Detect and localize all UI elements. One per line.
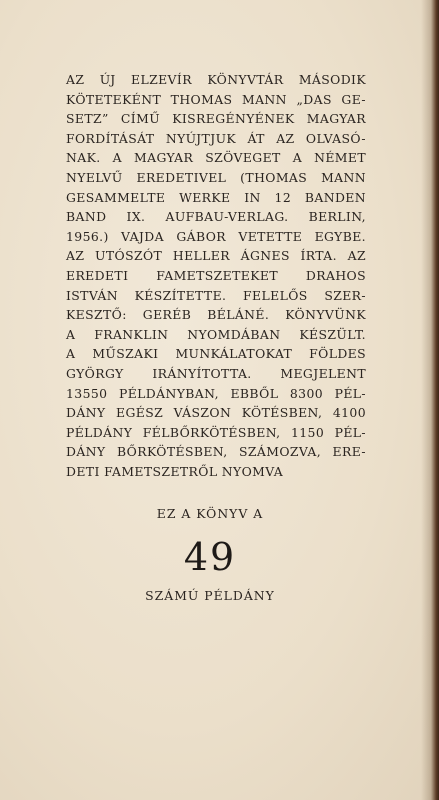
colophon-line: AZ ÚJ ELZEVÍR KÖNYVTÁR MÁSODIK <box>66 72 366 87</box>
copy-statement-prefix: EZ A KÖNYV A <box>156 506 264 521</box>
colophon-line: KÖTETEKÉNT THOMAS MANN „DAS GE- <box>66 91 366 107</box>
colophon-line: AZ UTÓSZÓT HELLER ÁGNES ÍRTA. AZ <box>66 248 366 264</box>
colophon-line: GYÖRGY IRÁNYÍTOTTA. MEGJELENT <box>66 365 366 381</box>
colophon-line: SETZ” CÍMŰ KISREGÉNYÉNEK MAGYAR <box>66 111 366 127</box>
colophon-line: DETI FAMETSZETRŐL NYOMVA <box>66 463 284 479</box>
colophon-line: A FRANKLIN NYOMDÁBAN KÉSZÜLT. <box>66 326 366 342</box>
colophon-text <box>66 70 366 481</box>
copy-number: 49 <box>183 535 237 579</box>
colophon-line: ISTVÁN KÉSZÍTETTE. FELELŐS SZER- <box>66 287 366 303</box>
colophon-line: PÉLDÁNY FÉLBŐRKÖTÉSBEN, 1150 PÉL- <box>66 424 366 440</box>
colophon-line: NAK. A MAGYAR SZÖVEGET A NÉMET <box>66 150 366 166</box>
colophon-line: 1956.) VAJDA GÁBOR VETETTE EGYBE. <box>66 228 366 244</box>
book-spine-edge <box>421 0 439 800</box>
colophon-line: GESAMMELTE WERKE IN 12 BANDEN <box>66 189 366 205</box>
colophon-line: KESZTŐ: GERÉB BÉLÁNÉ. KÖNYVÜNK <box>66 307 366 323</box>
colophon-line: FORDÍTÁSÁT NYÚJTJUK ÁT AZ OLVASÓ- <box>66 130 366 146</box>
colophon-line: 13550 PÉLDÁNYBAN, EBBŐL 8300 PÉL- <box>66 385 366 401</box>
colophon-line: DÁNY EGÉSZ VÁSZON KÖTÉSBEN, 4100 <box>66 405 366 421</box>
colophon-line: BAND IX. AUFBAU-VERLAG. BERLIN, <box>66 209 366 225</box>
colophon-line: A MŰSZAKI MUNKÁLATOKAT FÖLDES <box>66 346 366 362</box>
colophon-line: DÁNY BŐRKÖTÉSBEN, SZÁMOZVA, ERE- <box>66 444 366 460</box>
copy-statement-suffix: SZÁMÚ PÉLDÁNY <box>145 588 275 603</box>
colophon-line: NYELVŰ EREDETIVEL (THOMAS MANN <box>66 169 366 185</box>
colophon-line: EREDETI FAMETSZETEKET DRAHOS <box>66 267 366 283</box>
